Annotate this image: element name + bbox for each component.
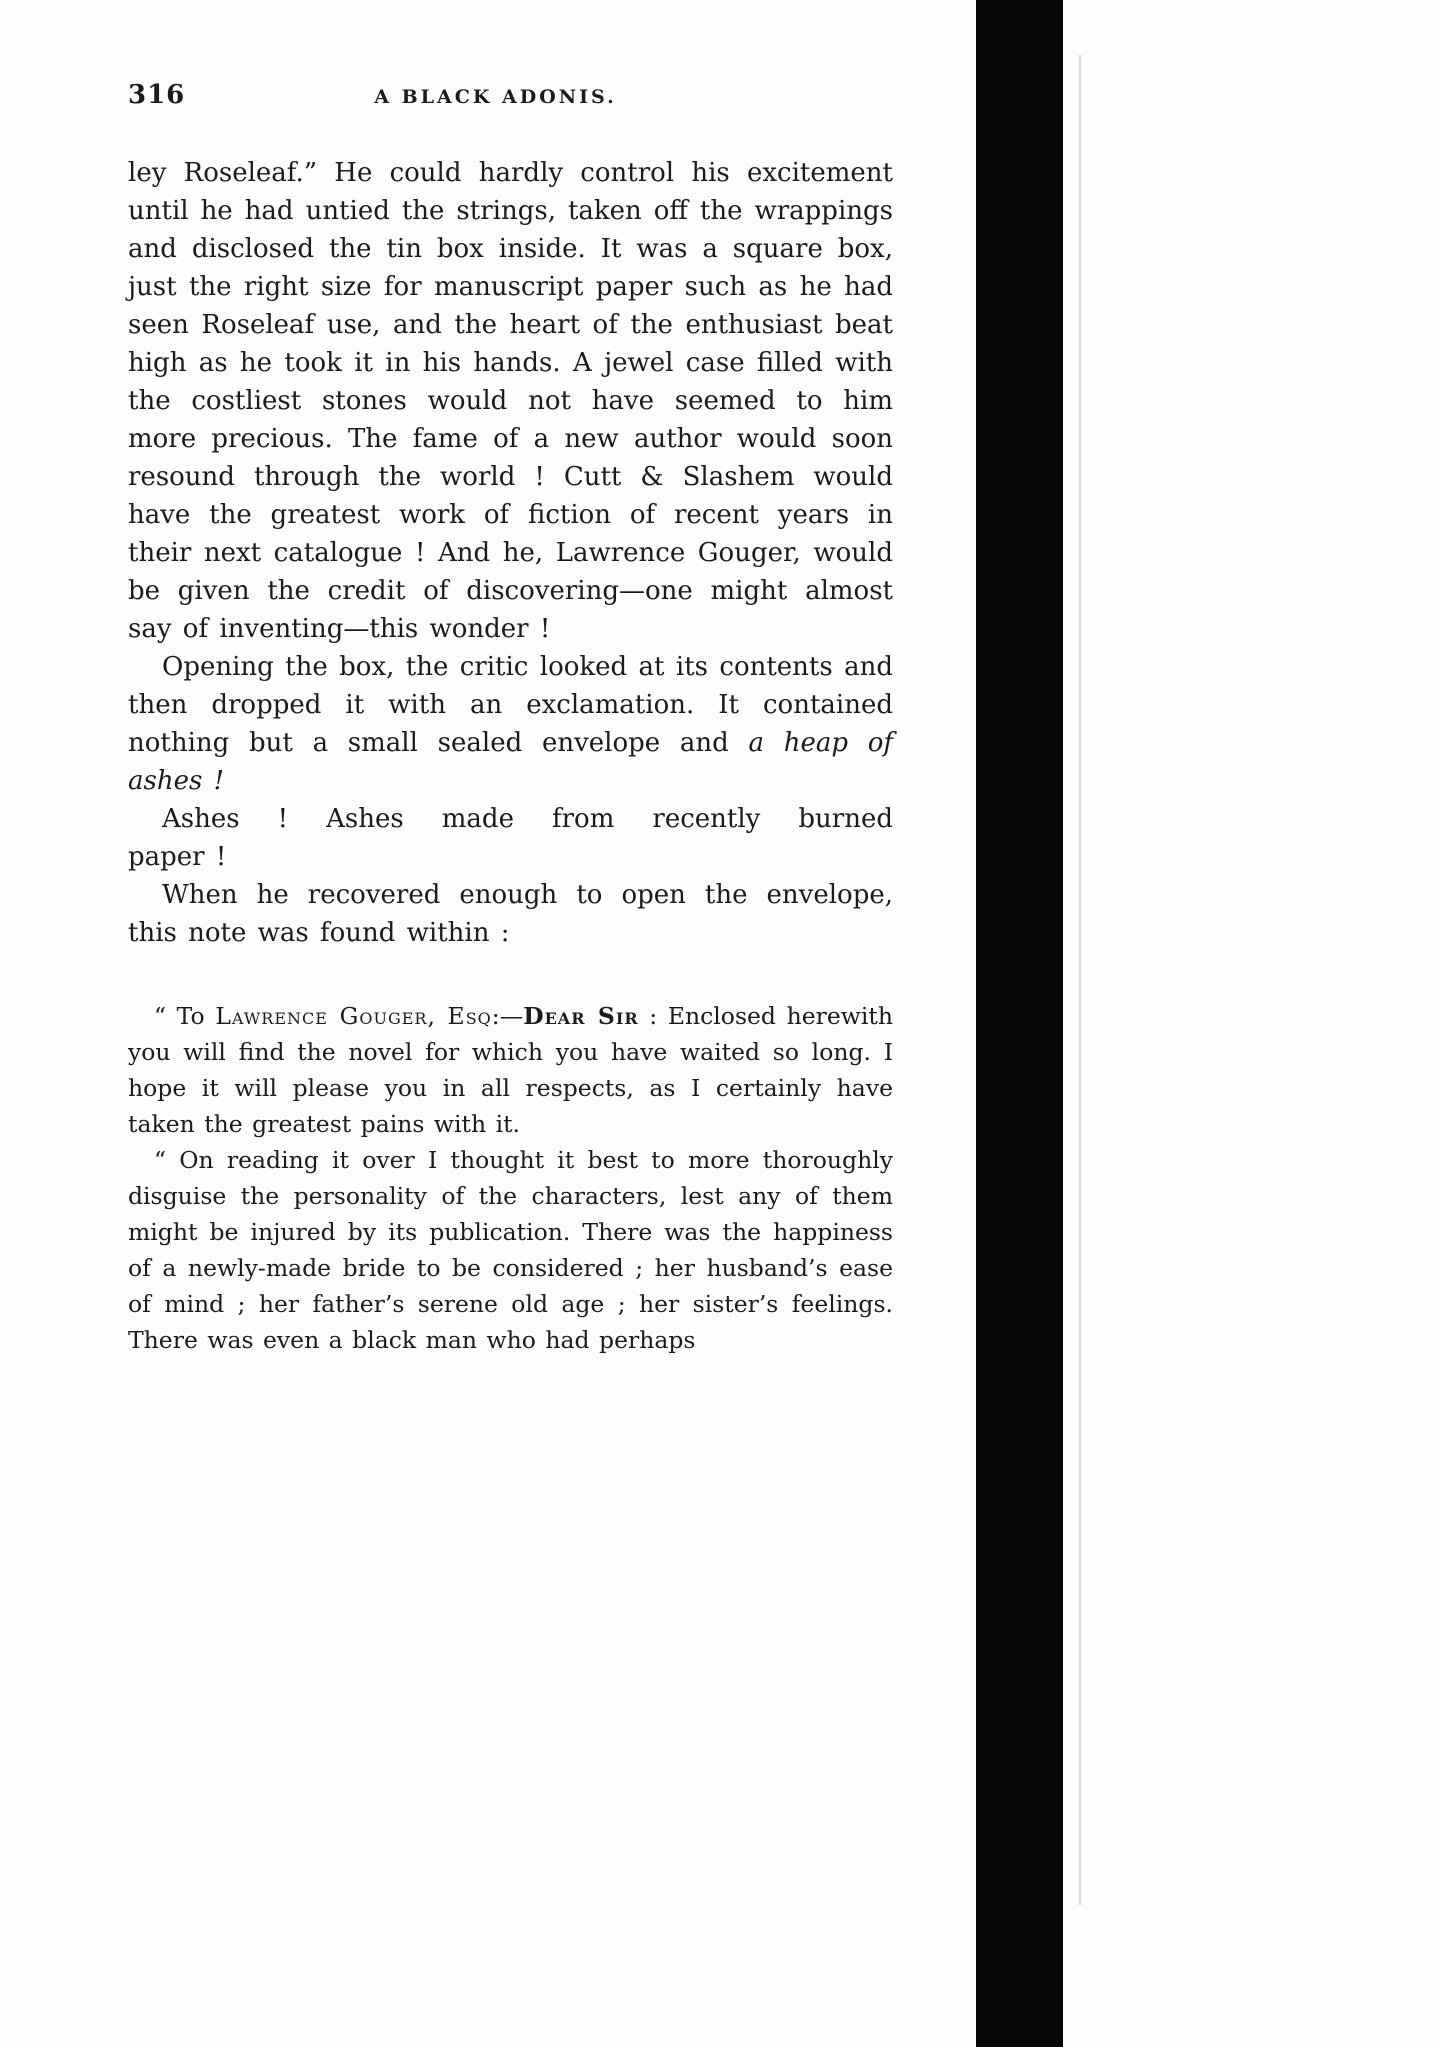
page-number: 316 [128,80,186,110]
scan-gutter-black-bar [976,0,1063,2047]
letter-open-quote: “ To [154,1002,216,1030]
paragraph-opening-box-italic: a heap of ashes ! [128,728,893,796]
scan-page-edge-line [1079,55,1081,1905]
paragraph-opening-box-text: Opening the box, the critic looked at its contents and then dropped it with an exclamation. It contained nothing but a small sealed envelope and [128,652,893,758]
letter-separator: :— [491,1002,524,1030]
body-text [128,154,893,952]
letter-paragraph-1-text: : Enclosed herewith you will find the novel for which you have waited so long. I hope it will please you in all respects, as I certainly have taken the greatest pains with it. [128,1002,893,1138]
page-content [128,80,893,1358]
page-header [128,80,893,122]
letter-block [128,998,893,1358]
paragraph-ashes-line1: Ashes ! Ashes made from recently burned [162,804,893,834]
paragraph-envelope: When he recovered enough to open the envelope, this note was found within : [128,880,893,948]
paragraph-ashes-line2: paper ! [128,842,227,872]
letter-paragraph-salutation [128,998,893,1142]
letter-addressee-name: Lawrence Gouger, Esq [215,1002,492,1030]
letter-paragraph-2: “ On reading it over I thought it best to more thoroughly disguise the personality of the characters, lest any of them might be injured by its publication. There was the happiness of a newly-made bride to be considered ; her husband’s ease of mind ; her father’s serene old age ; her sister’s feelings. There was even a black man who had perhaps [128,1146,893,1354]
letter-dear-sir: Dear Sir [523,1002,639,1030]
paragraph-opening-box [128,648,893,800]
paragraph-ashes [128,800,893,876]
paragraph-continuation: ley Roseleaf.” He could hardly control his excitement until he had untied the strings, taken off the wrappings and disclosed the tin box inside. It was a square box, just the right size for manuscript paper such as he had seen Roseleaf use, and the heart of the enthusiast beat high as he took it in his hands. A jewel case filled with the costliest stones would not have seemed to him more precious. The fame of a new author would soon resound through the world ! Cutt & Slashem would have the greatest work of fiction of recent years in their next catalogue ! And he, Lawrence Gouger, would be given the credit of discovering—one might almost say of inventing—this wonder ! [128,158,893,644]
running-title: A BLACK ADONIS. [374,86,617,108]
